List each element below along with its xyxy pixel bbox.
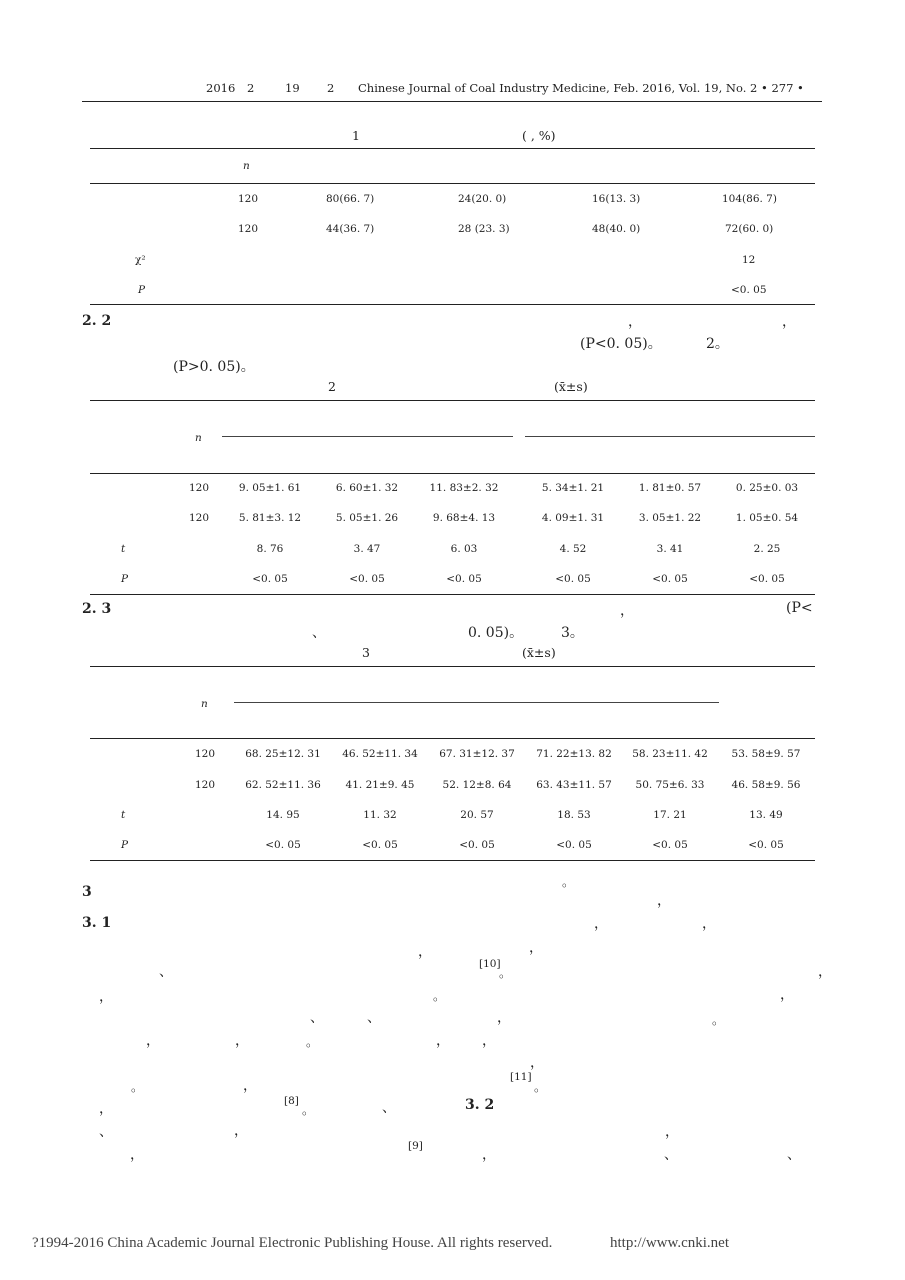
table-1-p-label: P [138,284,146,296]
table-3-header-rule [90,738,815,739]
table-3-cell: 41. 21±9. 45 [345,779,415,791]
table-1-caption-unit: ( , %) [522,128,556,143]
section-3-heading: 3 [82,884,92,900]
table-3-p-label: P [121,839,129,851]
punctuation: 、 [367,1010,381,1026]
header-year: 2016 [206,81,236,95]
punctuation: ， [530,1055,544,1071]
table-1-cell: 28 (23. 3) [458,223,510,235]
section-2-3-heading: 2. 3 [82,601,112,617]
table-1-cell: 44(36. 7) [326,223,375,235]
table-1-cell: 80(66. 7) [326,193,375,205]
cnki-link[interactable]: http://www.cnki.net [610,1235,730,1251]
table-3-cell: <0. 05 [265,839,301,851]
table-2-bottom-rule [90,594,815,595]
table-2-cell: <0. 05 [349,573,385,585]
table-3-group-rule [234,702,719,703]
punctuation: 、 [312,625,326,641]
significance-text: (P<0. 05)。 [580,336,662,352]
table-3-cell: 120 [195,779,216,791]
table-3-cell: 52. 12±8. 64 [442,779,512,791]
table-reference: 3。 [561,625,584,641]
punctuation: ， [235,1033,249,1049]
punctuation: 、 [382,1100,396,1116]
table-2-cell: 2. 25 [753,543,781,555]
table-2-cell: <0. 05 [446,573,482,585]
table-3-cell: 13. 49 [749,809,783,821]
section-2-2-heading: 2. 2 [82,313,112,329]
nonsignificance-text: (P>0. 05)。 [173,359,255,375]
page-number: • 277 • [761,81,804,95]
table-1-cell: 72(60. 0) [725,223,774,235]
table-2-header-rule [90,473,815,474]
table-3-cell: <0. 05 [748,839,784,851]
punctuation: 、 [787,1147,801,1163]
punctuation: 。 [131,1079,144,1094]
table-2-cell: 11. 83±2. 32 [429,482,499,494]
table-3-top-rule [90,666,815,667]
table-2-cell: <0. 05 [555,573,591,585]
table-2-cell: 5. 81±3. 12 [238,512,302,524]
punctuation: 。 [534,1079,547,1094]
table-2-cell: 0. 25±0. 03 [735,482,799,494]
table-3-cell: 67. 31±12. 37 [439,748,515,760]
table-1-chi-value: 12 [742,254,756,266]
punctuation: ， [436,1033,450,1049]
table-1-cell: 24(20. 0) [458,193,507,205]
punctuation: ， [99,1101,113,1117]
table-3-cell: 71. 22±13. 82 [536,748,612,760]
table-2-cell: 120 [189,482,210,494]
punctuation: ， [780,987,794,1003]
punctuation: ， [482,1033,496,1049]
table-3-t-label: t [121,809,126,821]
punctuation: ， [497,1010,511,1026]
punctuation: 。 [433,988,446,1003]
punctuation: 、 [99,1124,113,1140]
table-3-cell: 63. 43±11. 57 [536,779,612,791]
table-3-cell: 53. 58±9. 57 [731,748,801,760]
table-1-cell: 120 [238,223,259,235]
table-3-cell: 68. 25±12. 31 [245,748,321,760]
table-3-cell: 18. 53 [557,809,591,821]
table-2-cell: <0. 05 [749,573,785,585]
table-3-cell: 50. 75±6. 33 [635,779,705,791]
punctuation: 、 [664,1147,678,1163]
punctuation: ， [702,916,716,932]
table-3-n-header: n [201,698,208,710]
significance-text-open: (P< [786,600,813,616]
table-1-top-rule [90,148,815,149]
punctuation: ， [529,940,543,956]
punctuation: ， [234,1123,248,1139]
table-2-p-label: P [121,573,129,585]
header-volume: 19 [285,81,300,95]
table-2-cell: 1. 81±0. 57 [638,482,702,494]
journal-title: Chinese Journal of Coal Industry Medicine, Feb. 2016, Vol. 19, No. 2 [358,81,758,95]
table-2-cell: 5. 34±1. 21 [541,482,605,494]
table-3-cell: 58. 23±11. 42 [632,748,708,760]
table-3-cell: <0. 05 [556,839,592,851]
table-3-caption-number: 3 [362,645,370,660]
table-3-cell: <0. 05 [652,839,688,851]
table-3-cell: 62. 52±11. 36 [245,779,321,791]
table-2-cell: 6. 03 [450,543,478,555]
punctuation: ， [782,314,796,330]
table-2-cell: 9. 05±1. 61 [238,482,302,494]
table-2-n-header: n [195,432,202,444]
table-2-cell: 120 [189,512,210,524]
punctuation: ， [657,893,671,909]
punctuation: 。 [306,1034,319,1049]
citation: [9] [408,1140,423,1152]
punctuation: ， [628,314,642,330]
table-2-cell: 8. 76 [256,543,284,555]
table-1-n-header: n [243,160,250,172]
punctuation: ， [818,964,832,980]
table-3-bottom-rule [90,860,815,861]
table-3-caption-unit: (x̄±s) [522,645,556,660]
table-3-cell: 120 [195,748,216,760]
punctuation: ， [130,1147,144,1163]
table-2-cell: 4. 52 [559,543,587,555]
table-1-cell: 104(86. 7) [722,193,777,205]
table-2-cell: <0. 05 [252,573,288,585]
punctuation: 。 [302,1102,315,1117]
table-3-cell: 11. 32 [363,809,397,821]
table-3-cell: 46. 52±11. 34 [342,748,418,760]
table-1-cell: 16(13. 3) [592,193,641,205]
punctuation: 。 [562,874,575,889]
table-1-header-rule [90,183,815,184]
punctuation: ， [243,1078,257,1094]
header-rule [82,101,822,102]
table-1-chi-label: χ² [135,254,146,266]
table-3-cell: <0. 05 [459,839,495,851]
punctuation: ， [418,944,432,960]
table-3-cell: 14. 95 [266,809,300,821]
table-2-cell: 5. 05±1. 26 [335,512,399,524]
table-1-cell: 120 [238,193,259,205]
table-reference: 2。 [706,336,729,352]
table-1-p-value: <0. 05 [731,284,767,296]
table-2-cell: 3. 05±1. 22 [638,512,702,524]
table-1-bottom-rule [90,304,815,305]
table-3-cell: 17. 21 [653,809,687,821]
punctuation: ， [146,1033,160,1049]
table-1-caption-number: 1 [352,128,360,143]
table-2-cell: 3. 41 [656,543,684,555]
table-2-group-rule-right [525,436,815,437]
table-2-cell: 6. 60±1. 32 [335,482,399,494]
significance-text-close: 0. 05)。 [468,625,524,641]
punctuation: 、 [159,964,173,980]
punctuation: ， [99,989,113,1005]
header-number: 2 [327,81,335,95]
table-2-top-rule [90,400,815,401]
citation: [11] [510,1071,532,1083]
section-3-2-heading: 3. 2 [465,1097,495,1113]
punctuation: ， [665,1124,679,1140]
section-3-1-heading: 3. 1 [82,915,112,931]
table-2-cell: 1. 05±0. 54 [735,512,799,524]
table-2-cell: 3. 47 [353,543,381,555]
table-2-group-rule-left [222,436,513,437]
table-3-cell: 46. 58±9. 56 [731,779,801,791]
copyright-text: ?1994-2016 China Academic Journal Electronic Publishing House. All rights reserved. [32,1235,553,1251]
table-2-caption-unit: (x̄±s) [554,379,588,394]
punctuation: ， [594,916,608,932]
table-2-cell: 4. 09±1. 31 [541,512,605,524]
header-month: 2 [247,81,255,95]
punctuation: ， [482,1147,496,1163]
table-2-cell: 9. 68±4. 13 [432,512,496,524]
table-2-t-label: t [121,543,126,555]
table-2-caption-number: 2 [328,379,336,394]
table-1-cell: 48(40. 0) [592,223,641,235]
punctuation: 。 [712,1012,725,1027]
punctuation: ， [620,603,634,619]
table-3-cell: <0. 05 [362,839,398,851]
table-2-cell: <0. 05 [652,573,688,585]
table-3-cell: 20. 57 [460,809,494,821]
citation: [8] [284,1095,299,1107]
citation: [10] [479,958,501,970]
punctuation: 。 [499,965,512,980]
punctuation: 、 [310,1010,324,1026]
